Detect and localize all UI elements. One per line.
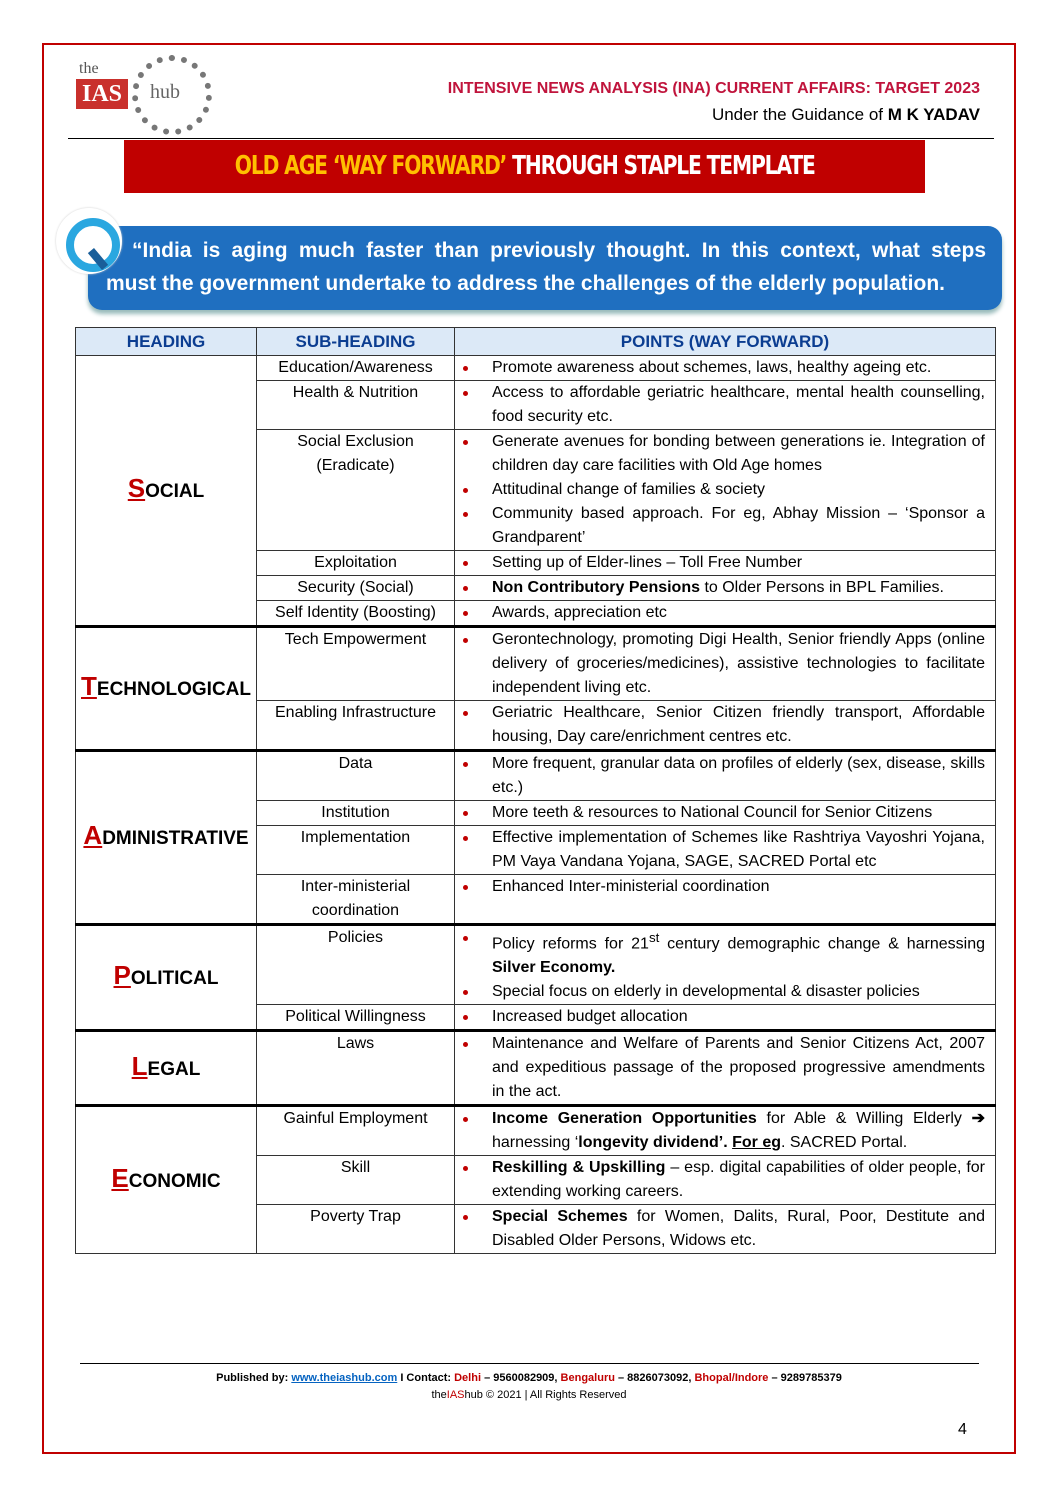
points-list: [455, 752, 985, 800]
point-text: for Women, Dalits, Rural, Poor, Destitute and Disabled Older Persons, Widows etc.: [492, 1208, 985, 1250]
point-text: Access to affordable geriatric healthcare, mental health counselling, food security etc.: [492, 384, 985, 425]
footer-copyright: [0, 1389, 1058, 1401]
title-part2: THROUGH STAPLE TEMPLATE: [505, 151, 815, 181]
point-text: More teeth & resources to National Council for Senior Citizens: [492, 804, 933, 821]
points-list: [455, 551, 985, 575]
point-item: [455, 381, 985, 429]
subheading-cell: Institution: [257, 801, 455, 826]
point-item: [455, 356, 985, 380]
theiashub-logo: [76, 55, 212, 135]
heading-cell: [76, 1106, 257, 1254]
col-heading: HEADING: [76, 328, 257, 356]
points-list: [455, 430, 985, 550]
city-bhopal: Bhopal/Indore: [694, 1372, 769, 1384]
points-list: [455, 628, 985, 700]
subheading-cell: Poverty Trap: [257, 1205, 455, 1254]
points-list: [455, 1107, 985, 1155]
logo-the: the: [79, 60, 99, 77]
points-cell: [455, 627, 996, 701]
subheading-cell: Data: [257, 751, 455, 801]
point-text: Gerontechnology, promoting Digi Health, Senior friendly Apps (online delivery of groceries/medicines), assistive technologies to facilitate independent living etc.: [492, 631, 985, 696]
published-label: Published by:: [216, 1372, 292, 1384]
subheading-cell: Laws: [257, 1031, 455, 1106]
point-text: Policy reforms for 21: [492, 935, 649, 953]
heading-initial: P: [113, 960, 131, 991]
table-row: [76, 356, 996, 381]
point-item: [455, 1205, 985, 1253]
point-item: [455, 502, 985, 550]
point-text: – esp. digital capabilities of older people, for extending working careers.: [492, 1159, 985, 1201]
point-item: [455, 980, 985, 1004]
copy-rest: hub © 2021 | All Rights Reserved: [464, 1389, 627, 1401]
point-text: Reskilling & Upskilling: [492, 1159, 666, 1177]
subheading-cell: Education/Awareness: [257, 356, 455, 381]
points-cell: [455, 381, 996, 430]
heading-cell: [76, 925, 257, 1031]
points-cell: [455, 701, 996, 751]
points-cell: [455, 1156, 996, 1205]
point-item: [455, 430, 985, 478]
contact-label: I Contact:: [397, 1372, 455, 1384]
point-text: longevity dividend’.: [578, 1134, 728, 1152]
point-text: Silver Economy.: [492, 959, 616, 977]
footer-contact: [0, 1372, 1058, 1384]
heading-rest: OLITICAL: [130, 968, 219, 990]
copy-ias: IAS: [446, 1389, 465, 1401]
copy-the: the: [431, 1389, 447, 1401]
subheading-cell: Political Willingness: [257, 1005, 455, 1031]
col-points: POINTS (WAY FORWARD): [455, 328, 996, 356]
heading-cell: [76, 627, 257, 751]
question-line2: must the government undertake to address the challenges of the elderly population.: [106, 272, 945, 295]
point-text: Geriatric Healthcare, Senior Citizen friendly transport, Affordable housing, Day care/enrichment centres etc.: [492, 704, 985, 745]
table-row: [76, 1106, 996, 1156]
point-item: [455, 1032, 985, 1104]
point-text: Promote awareness about schemes, laws, healthy ageing etc.: [492, 359, 932, 376]
point-item: [455, 1156, 985, 1204]
points-cell: [455, 601, 996, 627]
point-item: [455, 1005, 985, 1029]
points-list: [455, 1205, 985, 1253]
logo-hub: hub: [150, 81, 180, 103]
phone-bengaluru: – 8826073092,: [614, 1372, 695, 1384]
points-cell: [455, 801, 996, 826]
point-item: [455, 752, 985, 800]
question-box: [88, 226, 1002, 310]
points-cell: [455, 1031, 996, 1106]
heading-cell: [76, 1031, 257, 1106]
point-item: [455, 926, 985, 980]
table-row: [76, 925, 996, 1005]
points-cell: [455, 751, 996, 801]
point-text: Maintenance and Welfare of Parents and Senior Citizens Act, 2007 and expeditious passage of the proposed progressive amendments in the act.: [492, 1035, 985, 1101]
heading-initial: E: [111, 1162, 129, 1193]
point-text: Income Generation Opportunities: [492, 1110, 757, 1128]
points-list: [455, 701, 985, 749]
point-text: for Able & Willing Elderly: [756, 1110, 972, 1128]
point-text: Awards, appreciation etc: [492, 604, 667, 621]
subheading-cell: Health & Nutrition: [257, 381, 455, 430]
subheading-cell: Social Exclusion (Eradicate): [257, 430, 455, 551]
subheading-cell: Exploitation: [257, 551, 455, 576]
point-item: [455, 576, 985, 600]
point-item: [455, 826, 985, 874]
heading-initial: A: [83, 820, 103, 850]
points-list: [455, 875, 985, 899]
website-link[interactable]: www.theiashub.com: [291, 1372, 398, 1384]
points-list: [455, 1032, 985, 1104]
subheading-cell: Security (Social): [257, 576, 455, 601]
points-list: [455, 1156, 985, 1204]
question-line1: “India is aging much faster than previously thought. In this context, what steps: [132, 239, 986, 262]
table-row: [76, 627, 996, 701]
points-list: [455, 1005, 985, 1029]
phone-delhi: – 9560082909,: [481, 1372, 561, 1384]
subheading-cell: Self Identity (Boosting): [257, 601, 455, 627]
points-list: [455, 576, 985, 600]
table-header-row: [76, 328, 996, 356]
title-part1: OLD AGE ‘WAY FORWARD’: [234, 151, 506, 181]
heading-rest: DMINISTRATIVE: [102, 828, 249, 849]
heading-initial: T: [81, 671, 97, 701]
point-text: st: [648, 930, 660, 945]
points-cell: [455, 925, 996, 1005]
point-item: [455, 551, 985, 575]
point-text: Enhanced Inter-ministerial coordination: [492, 878, 770, 895]
guide-name: M K YADAV: [887, 105, 980, 124]
point-text: harnessing ‘: [492, 1134, 579, 1152]
city-delhi: Delhi: [454, 1372, 482, 1384]
point-text: . SACRED Portal.: [780, 1134, 908, 1152]
point-item: [455, 1107, 985, 1155]
page-number: 4: [958, 1421, 967, 1438]
points-cell: [455, 826, 996, 875]
point-text: Non Contributory Pensions: [492, 579, 700, 596]
footer-divider: [80, 1363, 979, 1364]
points-list: [455, 826, 985, 874]
subheading-cell: Enabling Infrastructure: [257, 701, 455, 751]
point-item: [455, 601, 985, 625]
point-text: Attitudinal change of families & society: [492, 481, 766, 498]
subheading-cell: Skill: [257, 1156, 455, 1205]
point-text: Effective implementation of Schemes like Rashtriya Vayoshri Yojana, PM Vaya Vandana Yojana, SAGE, SACRED Portal etc: [492, 829, 985, 870]
logo-ias: IAS: [76, 79, 128, 109]
staple-table: [75, 327, 996, 1254]
points-cell: [455, 430, 996, 551]
point-text: Special focus on elderly in developmental & disaster policies: [492, 983, 920, 1001]
point-item: [455, 801, 985, 825]
point-text: Special Schemes: [492, 1208, 628, 1226]
points-cell: [455, 356, 996, 381]
col-subheading: SUB-HEADING: [257, 328, 455, 356]
heading-rest: CONOMIC: [128, 1170, 221, 1192]
points-list: [455, 801, 985, 825]
heading-cell: [76, 751, 257, 925]
title-banner: [124, 140, 925, 193]
subheading-cell: Implementation: [257, 826, 455, 875]
points-cell: [455, 551, 996, 576]
point-text: Generate avenues for bonding between generations ie. Integration of children day care facilities with Old Age homes: [492, 433, 985, 474]
series-title: INTENSIVE NEWS ANALYSIS (INA) CURRENT AFFAIRS: TARGET 2023: [447, 80, 980, 97]
point-text: Community based approach. For eg, Abhay Mission – ‘Sponsor a Grandparent’: [492, 505, 985, 546]
heading-rest: EGAL: [147, 1058, 201, 1080]
heading-cell: [76, 356, 257, 627]
point-text: to Older Persons in BPL Families.: [700, 579, 944, 596]
question-q-icon: [56, 208, 122, 274]
point-item: [455, 875, 985, 899]
table-row: [76, 1031, 996, 1106]
point-text: century demographic change & harnessing: [659, 935, 985, 953]
header-divider: [68, 138, 994, 139]
heading-initial: L: [131, 1050, 148, 1081]
city-bengaluru: Bengaluru: [560, 1372, 615, 1384]
points-list: [455, 601, 985, 625]
point-text: Setting up of Elder-lines – Toll Free Number: [492, 554, 803, 571]
point-item: [455, 701, 985, 749]
subheading-cell: Tech Empowerment: [257, 627, 455, 701]
point-text: ➔: [971, 1110, 985, 1128]
points-cell: [455, 1205, 996, 1254]
point-item: [455, 628, 985, 700]
subheading-cell: Policies: [257, 925, 455, 1005]
points-cell: [455, 576, 996, 601]
phone-bhopal: – 9289785379: [768, 1372, 842, 1384]
point-text: For eg: [732, 1134, 781, 1152]
subheading-cell: Gainful Employment: [257, 1106, 455, 1156]
subheading-cell: Inter-ministerial coordination: [257, 875, 455, 925]
points-list: [455, 356, 985, 380]
point-item: [455, 478, 985, 502]
guidance-line: [712, 105, 980, 125]
points-cell: [455, 875, 996, 925]
points-list: [455, 381, 985, 429]
guidance-prefix: Under the Guidance of: [711, 105, 888, 124]
heading-initial: S: [127, 473, 146, 503]
point-text: More frequent, granular data on profiles of elderly (sex, disease, skills etc.): [492, 755, 985, 796]
points-cell: [455, 1106, 996, 1156]
point-text: Increased budget allocation: [492, 1008, 688, 1026]
heading-rest: ECHNOLOGICAL: [96, 679, 251, 700]
heading-rest: OCIAL: [145, 481, 205, 502]
points-list: [455, 926, 985, 1004]
table-row: [76, 751, 996, 801]
points-cell: [455, 1005, 996, 1031]
